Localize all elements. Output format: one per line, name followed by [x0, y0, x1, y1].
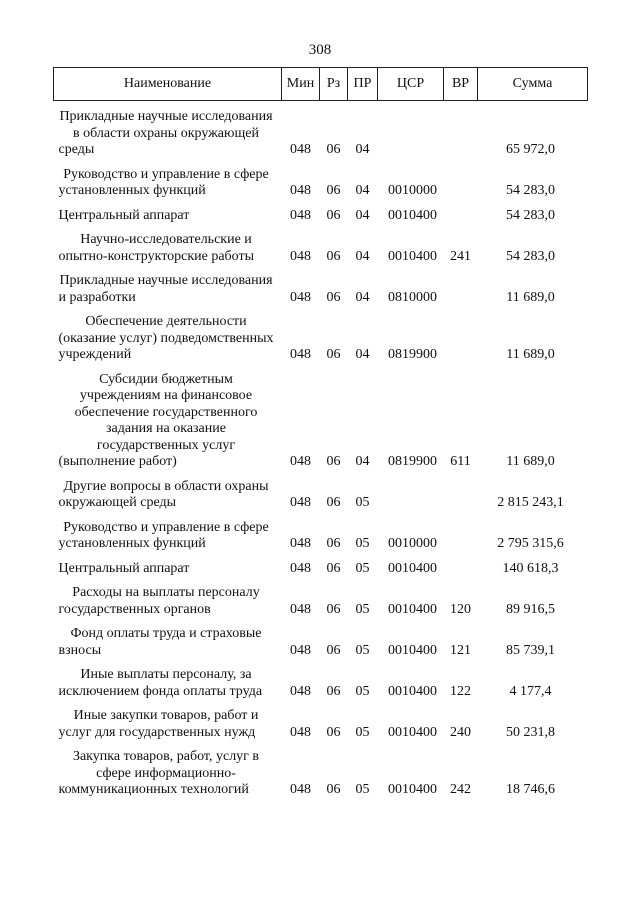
row-rz: 06 [326, 248, 341, 264]
row-vr: 241 [450, 248, 471, 264]
row-vr [444, 471, 478, 512]
row-sum: 65 972,0 [506, 142, 555, 157]
row-sum: 11 689,0 [506, 454, 555, 469]
row-vr: 120 [450, 601, 471, 617]
row-csr: 0010400 [388, 683, 437, 699]
row-name: Центральный аппарат [58, 207, 190, 223]
column-header-csr: ЦСР [378, 68, 444, 101]
row-min: 048 [290, 683, 311, 699]
row-csr: 0810000 [388, 289, 437, 305]
table-row [54, 101, 588, 159]
row-pr: 04 [355, 289, 370, 305]
table-row [54, 553, 588, 578]
row-csr [378, 471, 444, 512]
row-vr: 240 [450, 724, 471, 740]
table-row [54, 700, 588, 741]
row-min: 048 [290, 495, 311, 510]
row-pr: 04 [355, 347, 370, 362]
row-pr: 05 [355, 724, 370, 740]
row-vr [444, 265, 478, 306]
row-csr [378, 101, 444, 159]
table-row [54, 224, 588, 265]
row-name: Руководство и управление в сфере установленных функций [58, 166, 269, 198]
row-pr: 05 [355, 495, 370, 510]
row-name: Научно-исследовательские и опытно-конструкторские работы [58, 232, 255, 264]
row-name: Расходы на выплаты персоналу государственных органов [58, 585, 260, 617]
row-min: 048 [290, 207, 311, 223]
row-pr: 04 [355, 207, 370, 223]
row-rz: 06 [326, 183, 341, 198]
row-rz: 06 [326, 782, 341, 797]
row-min: 048 [290, 289, 311, 305]
row-rz: 06 [326, 207, 341, 223]
row-min: 048 [290, 536, 311, 551]
row-csr: 0010400 [388, 782, 437, 797]
row-pr: 04 [355, 183, 370, 198]
row-name: Закупка товаров, работ, услуг в сфере информационно-коммуникационных технологий [58, 749, 260, 797]
row-rz: 06 [326, 454, 341, 469]
row-name: Иные закупки товаров, работ и услуг для государственных нужд [58, 708, 259, 740]
row-csr: 0819900 [388, 454, 437, 469]
row-name: Прикладные научные исследования и разработки [58, 273, 273, 305]
row-name: Руководство и управление в сфере установленных функций [58, 519, 269, 551]
row-name: Субсидии бюджетным учреждениям на финансовое обеспечение государственного задания на оказание государственных услуг (выполнение работ) [58, 371, 258, 469]
row-rz: 06 [326, 347, 341, 362]
column-header-rz: Рз [320, 68, 348, 101]
table-row [54, 659, 588, 700]
table-row [54, 741, 588, 799]
column-header-vr: ВР [444, 68, 478, 101]
table-row [54, 471, 588, 512]
row-sum: 50 231,8 [506, 724, 555, 740]
table-row [54, 159, 588, 200]
row-csr: 0010400 [388, 248, 437, 264]
row-name: Центральный аппарат [58, 560, 190, 576]
row-csr: 0010400 [388, 560, 437, 576]
row-rz: 06 [326, 289, 341, 305]
row-rz: 06 [326, 724, 341, 740]
row-rz: 06 [326, 142, 341, 157]
row-name: Иные выплаты персоналу, за исключением фонда оплаты труда [58, 667, 263, 699]
row-pr: 05 [355, 683, 370, 699]
table-header-row [54, 68, 588, 101]
table-row [54, 618, 588, 659]
row-min: 048 [290, 454, 311, 469]
row-min: 048 [290, 642, 311, 658]
row-csr: 0010000 [388, 183, 437, 198]
column-header-pr: ПР [348, 68, 378, 101]
row-sum: 140 618,3 [502, 560, 559, 576]
row-pr: 04 [355, 142, 370, 157]
row-rz: 06 [326, 560, 341, 576]
row-sum: 85 739,1 [506, 642, 555, 658]
budget-table [53, 67, 588, 799]
table-row [54, 577, 588, 618]
row-name: Прикладные научные исследования в области охраны окружающей среды [58, 109, 273, 157]
row-csr: 0010400 [388, 724, 437, 740]
row-pr: 04 [355, 248, 370, 264]
row-csr: 0010400 [388, 601, 437, 617]
row-sum: 2 815 243,1 [497, 495, 564, 510]
column-header-min: Мин [282, 68, 320, 101]
row-vr [444, 101, 478, 159]
row-pr: 05 [355, 536, 370, 551]
table-row [54, 364, 588, 471]
row-min: 048 [290, 560, 311, 576]
row-vr: 121 [450, 642, 471, 658]
row-pr: 05 [355, 601, 370, 617]
row-min: 048 [290, 248, 311, 264]
row-rz: 06 [326, 536, 341, 551]
row-vr [444, 200, 478, 225]
row-pr: 04 [355, 454, 370, 469]
row-sum: 54 283,0 [506, 183, 555, 198]
row-rz: 06 [326, 683, 341, 699]
row-sum: 54 283,0 [506, 248, 555, 264]
row-vr [444, 306, 478, 364]
column-header-name: Наименование [54, 68, 282, 101]
row-rz: 06 [326, 642, 341, 658]
row-rz: 06 [326, 601, 341, 617]
row-vr [444, 159, 478, 200]
row-min: 048 [290, 142, 311, 157]
row-csr: 0010400 [388, 642, 437, 658]
table-row [54, 200, 588, 225]
table-row [54, 265, 588, 306]
row-csr: 0819900 [388, 347, 437, 362]
row-min: 048 [290, 183, 311, 198]
row-sum: 11 689,0 [506, 289, 555, 305]
table-row [54, 306, 588, 364]
row-sum: 11 689,0 [506, 347, 555, 362]
row-min: 048 [290, 601, 311, 617]
row-rz: 06 [326, 495, 341, 510]
row-min: 048 [290, 782, 311, 797]
row-csr: 0010000 [388, 536, 437, 551]
column-header-sum: Сумма [478, 68, 588, 101]
row-name: Другие вопросы в области охраны окружающей среды [58, 478, 269, 510]
row-sum: 4 177,4 [509, 683, 552, 699]
row-vr: 122 [450, 683, 471, 699]
row-sum: 89 916,5 [506, 601, 555, 617]
row-pr: 05 [355, 642, 370, 658]
row-pr: 05 [355, 782, 370, 797]
row-vr [444, 512, 478, 553]
row-min: 048 [290, 347, 311, 362]
row-vr [444, 553, 478, 578]
table-row [54, 512, 588, 553]
row-pr: 05 [355, 560, 370, 576]
row-min: 048 [290, 724, 311, 740]
row-name: Обеспечение деятельности (оказание услуг) подведомственных учреждений [58, 314, 274, 362]
row-sum: 54 283,0 [506, 207, 555, 223]
row-csr: 0010400 [388, 207, 437, 223]
row-vr: 242 [450, 782, 471, 797]
row-sum: 2 795 315,6 [497, 536, 564, 551]
page-number: 308 [308, 42, 332, 58]
row-sum: 18 746,6 [506, 782, 555, 797]
row-vr: 611 [450, 454, 471, 469]
row-name: Фонд оплаты труда и страховые взносы [58, 626, 262, 658]
